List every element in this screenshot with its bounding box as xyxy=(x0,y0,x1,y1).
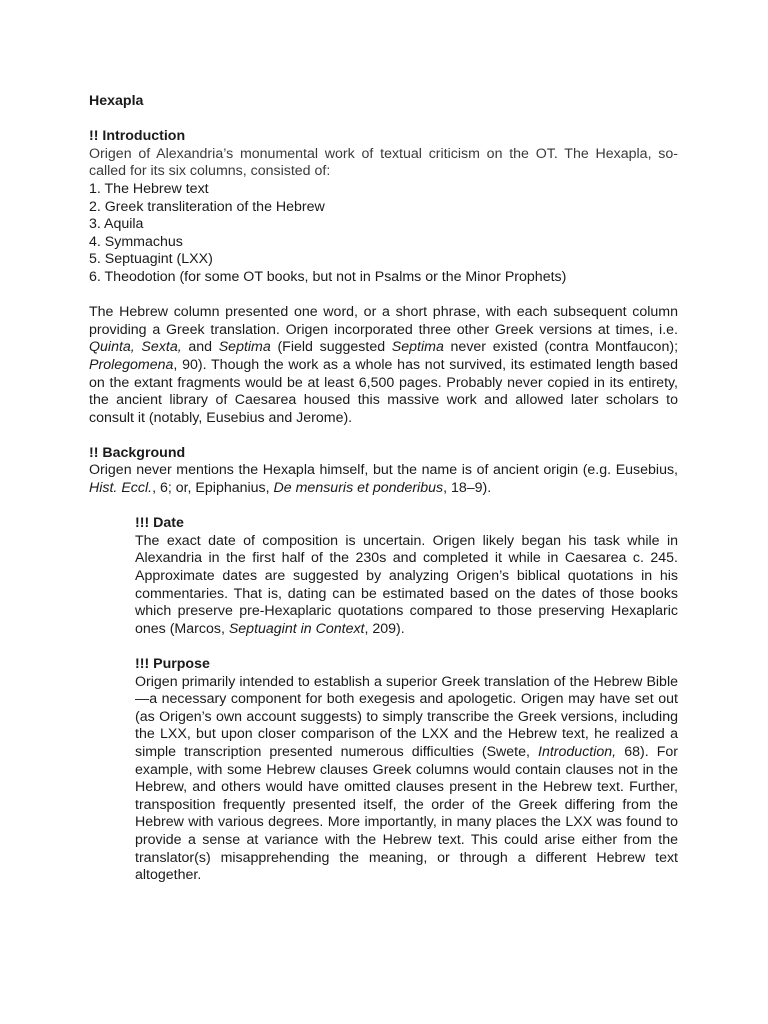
italic-run: Septuagint in Context xyxy=(228,620,365,637)
text-run: The exact date of composition is uncertain. Origen likely began his task while in Alexandria in the first half of the 230s and completed it while in Caesarea c. 245. Approximate dates are suggested by analyzing Origen’s biblical quotations in his commentaries. That is, dating can be estimated based on the dates of those books which preserve pre-Hexaplaric quotations compared to those preserving Hexaplaric ones (Marcos, xyxy=(135,532,678,637)
text-run: and xyxy=(181,339,219,356)
date-paragraph xyxy=(135,533,678,639)
list-item: 1. The Hebrew text xyxy=(89,180,209,197)
date-heading: !!! Date xyxy=(135,515,184,532)
italic-run: Septima xyxy=(391,339,444,356)
introduction-paragraph-2 xyxy=(89,304,678,427)
italic-run: Prolegomena xyxy=(89,356,174,373)
purpose-paragraph xyxy=(135,674,678,885)
list-item: 5. Septuagint (LXX) xyxy=(89,251,213,268)
document-title: Hexapla xyxy=(89,93,144,109)
date-section xyxy=(135,515,678,884)
text-run: The Hebrew column presented one word, or a short phrase, with each subsequent column providing a Greek translation. Origen incorporated three other Greek versions at times, i.e. xyxy=(89,304,678,338)
italic-run: De mensuris et ponderibus xyxy=(273,480,444,497)
purpose-heading: !!! Purpose xyxy=(135,656,210,672)
list-item: 3. Aquila xyxy=(89,216,144,233)
text-run: Origen primarily intended to establish a superior Greek translation of the Hebrew Bible—a necessary component for both exegesis and apologetic. Origen may have set out (as Origen’s own account suggests) to simply transcribe the Greek versions, including the LXX, but upon closer comparison of the LXX and the Hebrew text, he realized a simple transcription presented numerous difficulties (Swete, xyxy=(135,673,678,760)
background-heading: !! Background xyxy=(89,444,186,461)
text-run: never existed (contra Montfaucon); xyxy=(443,339,679,356)
document-page xyxy=(89,93,678,885)
list-item: 2. Greek transliteration of the Hebrew xyxy=(89,198,325,215)
text-run: , 6; or, Epiphanius, xyxy=(152,480,274,497)
text-run: , 209). xyxy=(364,620,405,637)
list-item: 4. Symmachus xyxy=(89,233,183,250)
introduction-heading: !! Introduction xyxy=(89,128,186,145)
list-item: 6. Theodotion (for some OT books, but not in Psalms or the Minor Prophets) xyxy=(89,268,567,285)
background-paragraph xyxy=(89,462,678,497)
text-run: Origen never mentions the Hexapla himself, but the name is of ancient origin (e.g. Eusebius, xyxy=(89,462,678,479)
text-run: , 90). Though the work as a whole has not survived, its estimated length based on the extant fragments would be at least 6,500 pages. Probably never copied in its entirety, the ancient library of Caesarea housed this massive work and allowed later scholars to consult it (notably, Eusebius and Jerome). xyxy=(89,356,678,426)
hexapla-columns-list xyxy=(89,181,678,287)
text-run: (Field suggested xyxy=(270,339,392,356)
italic-run: Septima xyxy=(218,339,271,356)
text-run: 68). For example, with some Hebrew clauses Greek columns would contain clauses not in the Hebrew, and others would have omitted clauses present in the Hebrew text. Further, transposition frequently presented itself, the order of the Greek differing from the Hebrew with various degrees. More importantly, in many places the LXX was found to provide a sense at variance with the Hebrew text. This could arise either from the translator(s) misapprehending the meaning, or through a different Hebrew text altogether. xyxy=(135,743,678,884)
introduction-text: Origen of Alexandria’s monumental work of textual criticism on the OT. The Hexapla, so-called for its six columns, consisted of: xyxy=(89,145,678,180)
italic-run: Hist. Eccl. xyxy=(89,480,153,497)
italic-run: Quinta, Sexta, xyxy=(89,339,182,356)
text-run: , 18–9). xyxy=(443,480,492,497)
italic-run: Introduction, xyxy=(538,743,617,760)
